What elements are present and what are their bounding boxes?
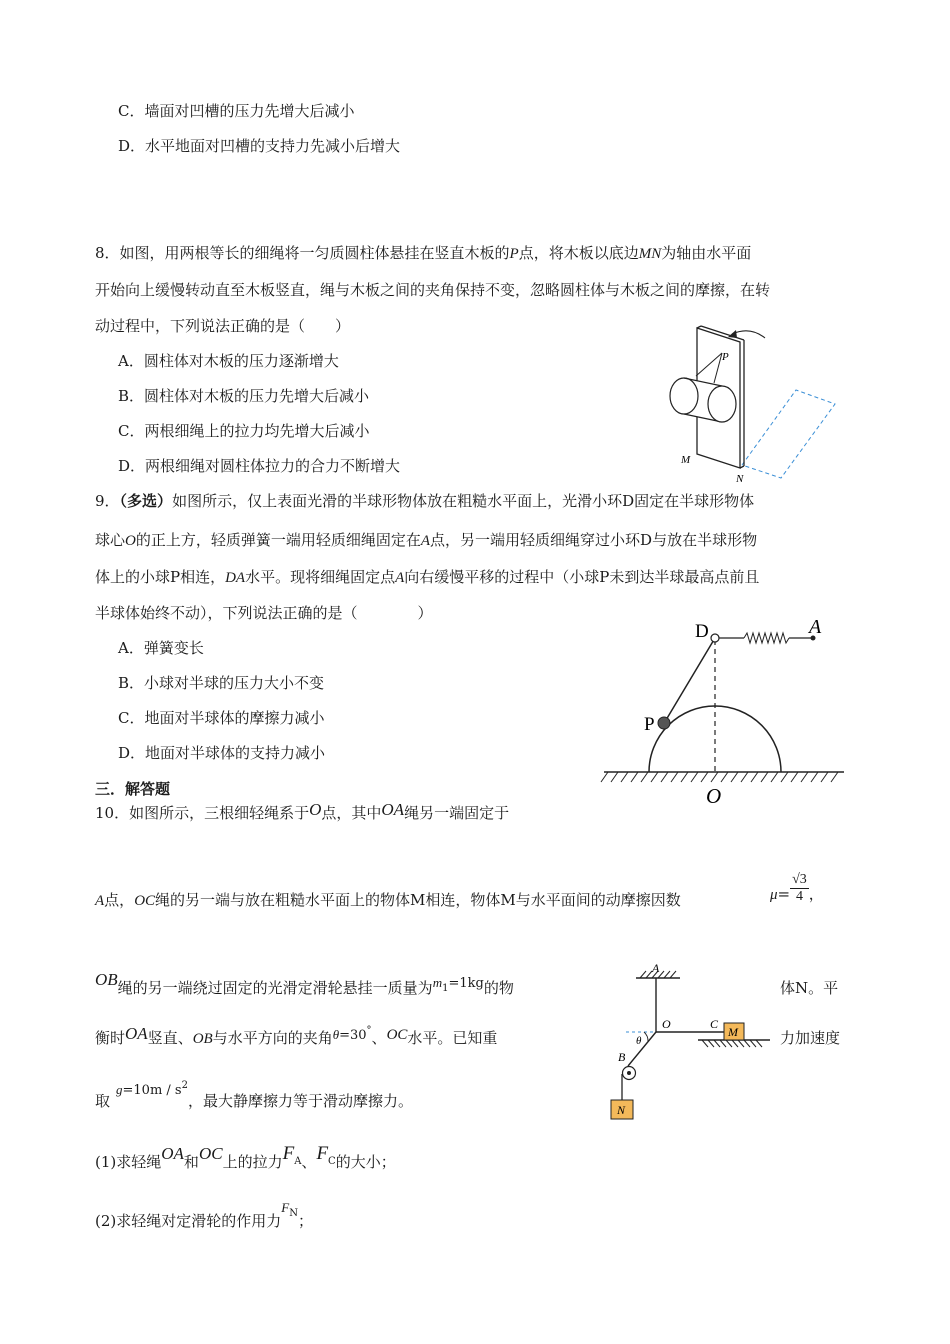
q8-fig-label-n: N [736,473,744,485]
q9-text: 球心 [95,531,126,549]
q10-g-superscript: 2 [181,1080,188,1091]
section-3-heading: 三．解答题 [95,780,171,798]
q9-text: 的正上方，轻质弹簧一端用轻质细绳固定在 [135,531,421,549]
q10-fig-label-b: B [618,1050,626,1064]
q10-fig-label-n: N [617,1103,626,1117]
q10-text: 的物 [483,979,514,997]
q9-point-a: A [395,570,405,586]
q10-text: 水平。已知重 [407,1029,498,1047]
q8-fig-label-m: M [681,454,691,466]
q10-text: (2)求轻绳对定滑轮的作用力 [95,1212,282,1230]
q9-tag: （多选） [119,492,173,510]
q9-number: 9． [95,492,120,510]
q8-option-b: B．圆柱体对木板的压力先增大后减小 [118,387,370,405]
q10-theta-value: =30 [339,1028,367,1043]
q7-option-c: C．墙面对凹槽的压力先增大后减小 [118,102,355,120]
q10-text: ，最大静摩擦力等于滑动摩擦力。 [187,1092,413,1110]
q10-text: (1)求轻绳 [95,1153,162,1171]
q9-option-a: A．弹簧变长 [118,639,204,657]
q10-rope-oa: OA [161,1144,184,1163]
q8-fig-label-p: P [722,351,729,363]
q10-fig-label-theta: θ [636,1035,642,1047]
q8-stem-line2: 开始向上缓慢转动直至木板竖直，绳与木板之间的夹角保持不变，忽略圆柱体与木板之间的摩擦，在转 [95,281,771,299]
q10-force-subscript: A [294,1156,302,1167]
q10-text: 竖直、 [147,1029,193,1047]
q9-fig-label-o: O [706,784,722,808]
q10-mu-denominator: 4 [795,889,803,904]
q8-option-c: C．两根细绳上的拉力均先增大后减小 [118,422,370,440]
q10-degree-symbol: ° [366,1025,372,1036]
q8-figure-board-cylinder [660,320,845,485]
q10-part2 [95,1200,313,1234]
q10-equals: = [777,884,791,903]
q10-mu-symbol: μ [770,886,778,903]
q9-fig-label-d: D [695,621,709,642]
q10-text: 绳另一端固定于 [404,804,510,822]
q9-point-o: O [125,533,136,549]
q8-option-d: D．两根细绳对圆柱体拉力的合力不断增大 [118,457,401,475]
q10-part1 [95,1143,396,1175]
q10-friction-coefficient [770,872,824,905]
q10-rope-oc: OC [386,1027,408,1043]
q10-fig-label-o: O [662,1017,671,1031]
q10-rope-ob: OB [95,970,118,989]
q10-figure-ropes-pulley [598,958,778,1126]
q8-stem-line1 [95,243,751,264]
q10-text: 10．如图所示，三根细轻绳系于 [95,804,310,822]
q9-text: 体上的小球P相连， [95,568,226,586]
q9-stem-line4: 半球体始终不动），下列说法正确的是（ ） [95,604,433,622]
q9-option-d: D．地面对半球体的支持力减小 [118,744,326,762]
q8-point-p: P [509,246,519,262]
q9-option-b: B．小球对半球的压力大小不变 [118,674,325,692]
q10-text: 、 [301,1153,317,1171]
q10-mass-symbol: m [432,975,443,990]
q9-fig-label-a: A [809,616,822,638]
q8-stem-line3: 动过程中，下列说法正确的是（ ） [95,317,351,335]
q10-text: 上的拉力 [222,1153,283,1171]
q10-rope-oc: OC [198,1144,223,1163]
q10-text: 点，其中 [321,804,382,822]
q10-point-a: A [95,893,105,909]
q10-stem-line4 [95,1024,498,1051]
q9-stem-line1 [95,491,754,511]
q10-stem-line4-right: 力加速度 [780,1029,841,1047]
q9-stem-line3 [95,567,759,588]
q10-rope-oa: OA [125,1024,148,1043]
q10-point-o: O [309,800,322,819]
q9-fig-label-p: P [644,714,655,735]
q10-mass-subscript: 1 [442,983,449,994]
q7-option-d: D．水平地面对凹槽的支持力先减小后增大 [118,137,401,155]
q9-text: 点，另一端用轻质细绳穿过小环D与放在半球形物 [430,531,758,549]
q8-edge-mn: MN [638,246,662,262]
q10-force-symbol: F [281,1200,290,1215]
q10-fig-label-a: A [652,961,660,975]
q10-text: 的大小； [335,1153,396,1171]
q10-force-subscript: C [328,1156,336,1167]
q10-rope-ob: OB [192,1031,213,1047]
q10-mu-numerator: √3 [792,872,807,887]
q10-stem-line1 [95,800,510,823]
q10-g-value: =10m / s [122,1083,182,1098]
q10-force-symbol: F [282,1143,295,1164]
q10-text: 取 [95,1092,111,1110]
q10-text: 与水平方向的夹角 [212,1029,333,1047]
q9-stem-line2 [95,530,757,551]
q8-option-a: A．圆柱体对木板的压力逐渐增大 [118,352,339,370]
q10-g-symbol: g [116,1082,123,1097]
q10-theta-symbol: θ [332,1027,340,1042]
q9-point-a: A [420,533,431,549]
q10-mass-value: =1kg [448,976,484,991]
q10-text: ； [297,1212,313,1230]
q9-text: 如图所示，仅上表面光滑的半球形物体放在粗糙水平面上，光滑小环D固定在半球形物体 [172,492,755,510]
q10-fig-label-c: C [710,1017,719,1031]
q10-stem-line3-right: 体N。平 [780,979,839,997]
q10-text: 衡时 [95,1029,126,1047]
q9-segment-da: DA [225,570,246,586]
q10-stem-line2 [95,890,681,911]
q10-mu-fraction [790,872,809,905]
q10-text: 绳的另一端与放在粗糙水平面上的物体M相连，物体M与水平面间的动摩擦因数 [155,891,681,909]
q9-text: 向右缓慢平移的过程中（小球P未到达半球最高点前且 [404,568,760,586]
q10-fig-label-m: M [728,1025,738,1039]
q10-force-symbol: F [316,1143,329,1164]
q10-text: 绳的另一端绕过固定的光滑定滑轮悬挂一质量为 [117,979,433,997]
q10-text: 点， [104,891,135,909]
q9-figure-hemisphere [598,612,850,808]
q10-rope-oc: OC [134,893,156,909]
q10-stem-line5 [95,1080,413,1114]
q10-comma: ， [808,884,824,903]
q9-option-c: C．地面对半球体的摩擦力减小 [118,709,325,727]
q8-text: 8．如图，用两根等长的细绳将一匀质圆柱体悬挂在竖直木板的 [95,244,510,262]
q8-text: 为轴由水平面 [661,244,752,262]
q10-text: 、 [371,1029,387,1047]
q10-stem-line3 [95,970,514,1001]
q9-text: 水平。现将细绳固定点 [245,568,396,586]
q10-text: 和 [183,1153,199,1171]
q8-text: 点，将木板以底边 [518,244,639,262]
q10-force-subscript: N [289,1208,298,1219]
q10-rope-oa: OA [381,800,405,819]
